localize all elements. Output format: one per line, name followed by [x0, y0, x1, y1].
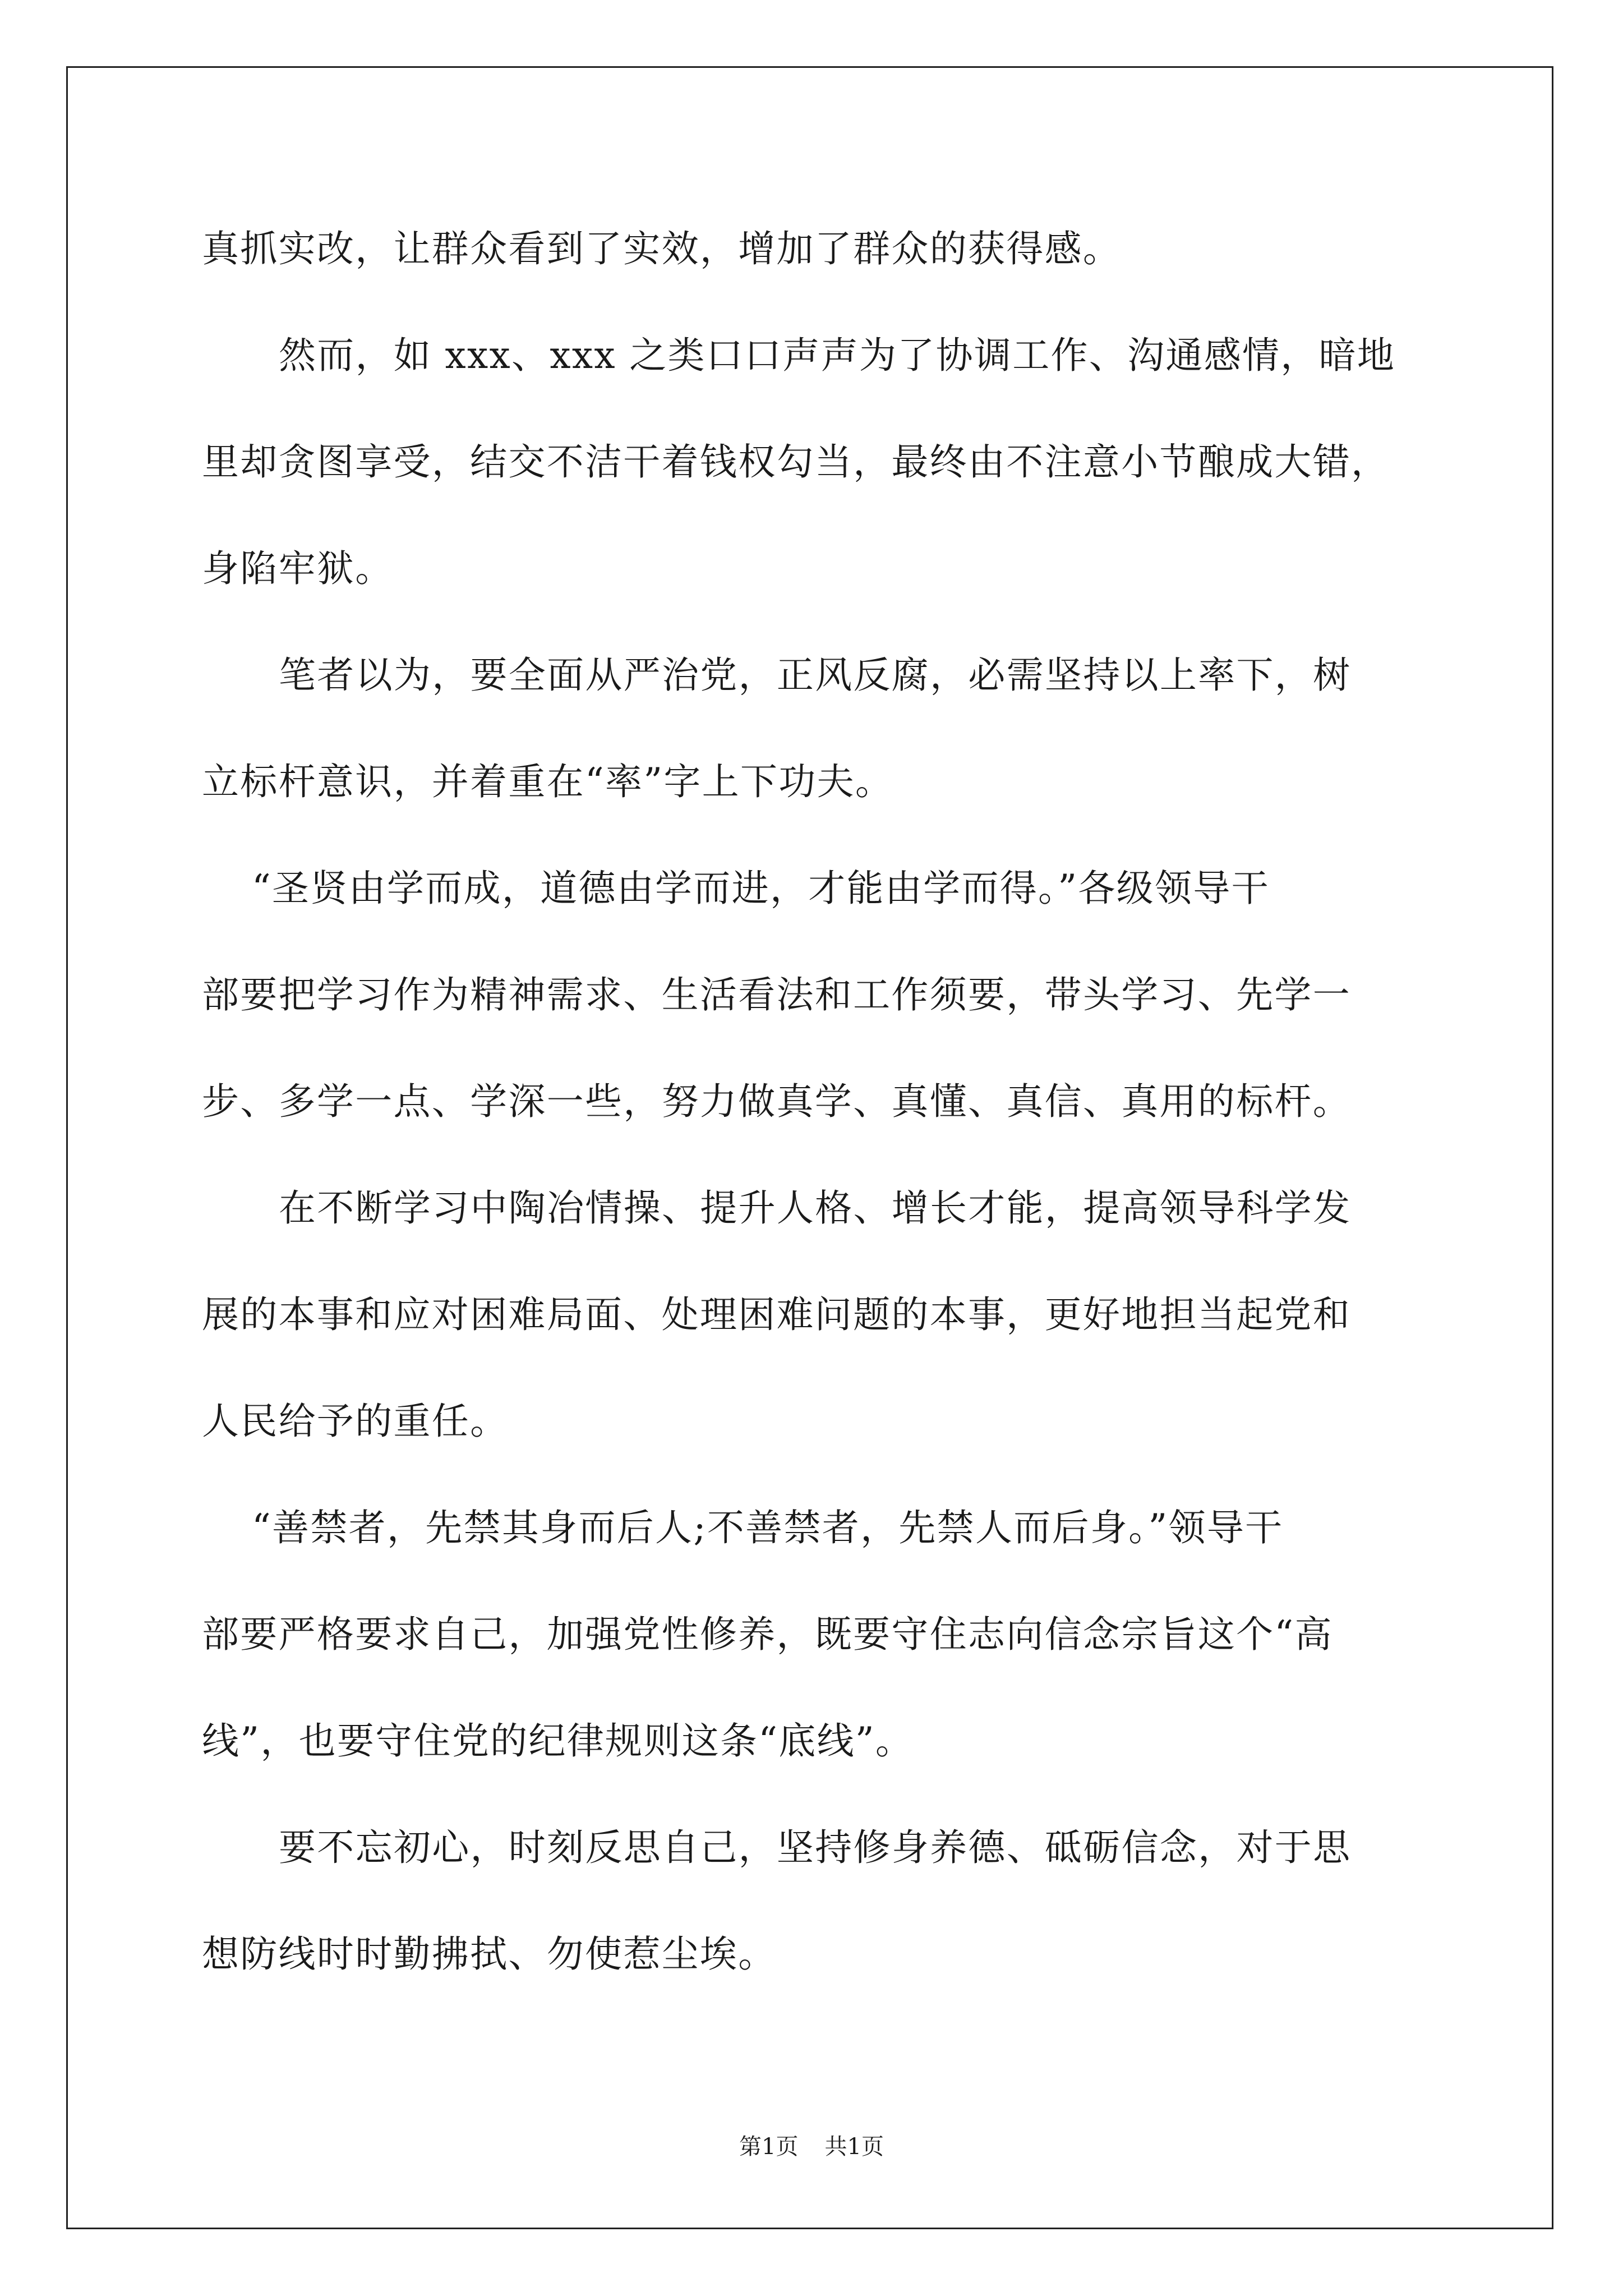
text-line: 立标杆意识，并着重在“率”字上下功夫。: [202, 760, 894, 803]
paragraph: [202, 196, 1492, 302]
text-line: 部要严格要求自己，加强党性修养，既要守住志向信念宗旨这个“高: [202, 1613, 1333, 1656]
text-line: 线”，也要守住党的纪律规则这条“底线”。: [202, 1719, 914, 1763]
paragraph: [202, 622, 1492, 835]
text-line: 笔者以为，要全面从严治党，正风反腐，必需坚持以上率下，树: [279, 654, 1352, 697]
text-line: 身陷牢狱。: [202, 547, 394, 590]
text-line: 要不忘初心，时刻反思自己，坚持修身养德、砥砺信念，对于思: [279, 1826, 1352, 1869]
paragraph: [202, 1155, 1492, 1475]
page-footer: [0, 2133, 1623, 2161]
text-line: “善禁者，先禁其身而后人;不善禁者，先禁人而后身。”领导干: [252, 1506, 1284, 1549]
page-total: 共1页: [824, 2134, 884, 2160]
text-line: 部要把学习作为精神需求、生活看法和工作须要，带头学习、先学一: [202, 973, 1351, 1016]
paragraph: [202, 1795, 1492, 2008]
paragraph: [202, 835, 1492, 1155]
paragraph: [202, 1475, 1492, 1795]
page-number: 第1页: [739, 2134, 799, 2160]
text-line: 步、多学一点、学深一些，努力做真学、真懂、真信、真用的标杆。: [202, 1080, 1351, 1123]
text-line: 然而，如 xxx、xxx 之类口口声声为了协调工作、沟通感情，暗地: [279, 334, 1396, 377]
text-line: 里却贪图享受，结交不洁干着钱权勾当，最终由不注意小节酿成大错，: [202, 440, 1390, 484]
paragraph: [202, 302, 1492, 622]
text-line: 展的本事和应对困难局面、处理困难问题的本事，更好地担当起党和: [202, 1293, 1351, 1336]
document-body: [202, 196, 1492, 2008]
text-line: 真抓实改，让群众看到了实效，增加了群众的获得感。: [202, 227, 1122, 270]
text-line: 在不断学习中陶冶情操、提升人格、增长才能，提高领导科学发: [279, 1186, 1352, 1230]
text-line: 人民给予的重任。: [202, 1400, 509, 1443]
text-line: “圣贤由学而成，道德由学而进，才能由学而得。”各级领导干: [252, 867, 1270, 910]
text-line: 想防线时时勤拂拭、勿使惹尘埃。: [202, 1932, 777, 1976]
